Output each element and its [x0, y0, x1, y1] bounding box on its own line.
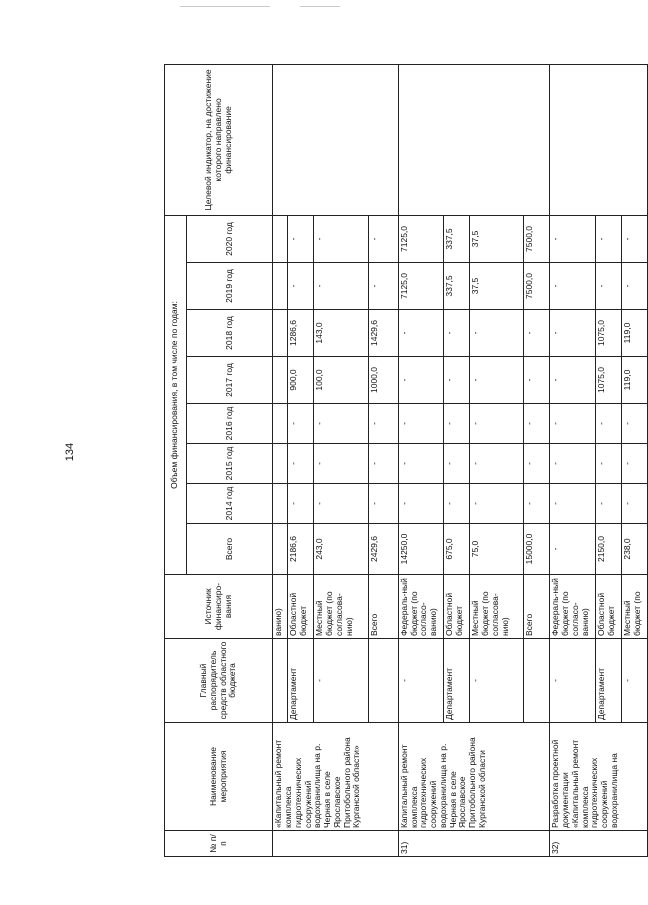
- cell-2016: -: [288, 404, 314, 444]
- cell-2016: -: [314, 404, 368, 444]
- cell-total: 675,0: [444, 524, 470, 575]
- cell-total: 2150,0: [595, 524, 621, 575]
- cell-total: -: [550, 524, 596, 575]
- cell-2017: 1075,0: [595, 357, 621, 404]
- table-row: [273, 64, 288, 856]
- cell-2015: -: [621, 444, 647, 484]
- cell-source: ванию): [273, 575, 288, 639]
- cell-2019: -: [368, 263, 398, 310]
- cell-2017: 900,0: [288, 357, 314, 404]
- header-2018: 2018 год: [186, 310, 273, 357]
- cell-source: Федераль-ный бюджет (по согласо-ванию): [398, 575, 444, 639]
- cell-source: Местный бюджет (по: [621, 575, 647, 639]
- cell-2019: -: [314, 263, 368, 310]
- cell-2018: -: [444, 310, 470, 357]
- cell-2016: -: [550, 404, 596, 444]
- scan-artifact: [300, 6, 340, 7]
- cell-total: 238,0: [621, 524, 647, 575]
- header-source: Источник финансиро-вания: [165, 575, 273, 639]
- cell-2014: -: [524, 484, 550, 524]
- cell-2014: -: [444, 484, 470, 524]
- cell-source: Федераль-ный бюджет (по согласо-ванию): [550, 575, 596, 639]
- cell-2020: -: [314, 215, 368, 262]
- cell-2017: 1000,0: [368, 357, 398, 404]
- cell-num: 32): [550, 831, 648, 857]
- cell-2020: 337,5: [444, 215, 470, 262]
- cell-manager: Департамент: [288, 639, 314, 723]
- cell-source: Всего: [368, 575, 398, 639]
- cell-2020: -: [621, 215, 647, 262]
- cell-manager: -: [398, 639, 444, 723]
- cell-2018: 1286,6: [288, 310, 314, 357]
- cell-2018: [273, 310, 288, 357]
- header-2020: 2020 год: [186, 215, 273, 262]
- cell-2014: -: [398, 484, 444, 524]
- cell-2017: -: [444, 357, 470, 404]
- cell-2014: -: [550, 484, 596, 524]
- cell-2015: -: [550, 444, 596, 484]
- cell-manager: [368, 639, 398, 723]
- financing-table: [164, 64, 648, 857]
- cell-2014: [273, 484, 288, 524]
- cell-2016: -: [368, 404, 398, 444]
- header-2019: 2019 год: [186, 263, 273, 310]
- cell-2020: -: [595, 215, 621, 262]
- cell-2020: [273, 215, 288, 262]
- cell-2020: -: [368, 215, 398, 262]
- cell-2017: 100,0: [314, 357, 368, 404]
- cell-2020: 37,5: [470, 215, 524, 262]
- cell-manager: -: [550, 639, 596, 723]
- cell-num: 31): [398, 831, 550, 857]
- cell-2015: [273, 444, 288, 484]
- header-manager: Главный распорядитель средств областного бюджета: [165, 639, 273, 723]
- cell-2017: -: [398, 357, 444, 404]
- cell-2016: -: [444, 404, 470, 444]
- cell-total: 243,0: [314, 524, 368, 575]
- cell-2018: 119,0: [621, 310, 647, 357]
- cell-2015: -: [470, 444, 524, 484]
- cell-total: 14250,0: [398, 524, 444, 575]
- cell-2015: -: [524, 444, 550, 484]
- cell-manager: -: [621, 639, 647, 723]
- header-volume-group: Объем финансирования, в том числе по годам:: [165, 215, 187, 574]
- cell-2015: -: [288, 444, 314, 484]
- cell-2015: -: [314, 444, 368, 484]
- cell-total: 75,0: [470, 524, 524, 575]
- cell-manager: Департамент: [595, 639, 621, 723]
- cell-2016: -: [621, 404, 647, 444]
- cell-2014: -: [368, 484, 398, 524]
- cell-2015: -: [398, 444, 444, 484]
- cell-manager: [524, 639, 550, 723]
- cell-total: [273, 524, 288, 575]
- cell-2014: -: [314, 484, 368, 524]
- table-row: [550, 64, 596, 856]
- cell-2019: 37,5: [470, 263, 524, 310]
- cell-2018: -: [398, 310, 444, 357]
- cell-total: 15000,0: [524, 524, 550, 575]
- cell-2014: -: [621, 484, 647, 524]
- cell-2014: -: [595, 484, 621, 524]
- header-num: № п/п: [165, 831, 273, 857]
- cell-name: «Капитальный ремонт комплекса гидротехнических сооружений водохранилища на р. Черная в селе Ярославское Притобольного района Курганской области»: [273, 723, 399, 831]
- cell-2017: [273, 357, 288, 404]
- page-number: 134: [64, 442, 76, 462]
- cell-total: 2429,6: [368, 524, 398, 575]
- cell-2020: -: [550, 215, 596, 262]
- cell-target: [273, 64, 399, 215]
- cell-source: Областной бюджет: [444, 575, 470, 639]
- cell-manager: -: [470, 639, 524, 723]
- cell-2019: [273, 263, 288, 310]
- cell-2016: [273, 404, 288, 444]
- cell-2016: -: [595, 404, 621, 444]
- cell-2018: -: [470, 310, 524, 357]
- cell-2014: -: [470, 484, 524, 524]
- cell-source: Областной бюджет: [595, 575, 621, 639]
- cell-num: [273, 831, 399, 857]
- cell-2018: -: [550, 310, 596, 357]
- cell-2018: 143,0: [314, 310, 368, 357]
- cell-total: 2186,6: [288, 524, 314, 575]
- cell-2015: -: [595, 444, 621, 484]
- header-row: [165, 64, 187, 856]
- cell-target: [398, 64, 550, 215]
- cell-2015: -: [368, 444, 398, 484]
- cell-2020: -: [288, 215, 314, 262]
- cell-2018: 1429,6: [368, 310, 398, 357]
- header-target: Целевой индикатор, на достижение которого направлено финансирование: [165, 64, 273, 215]
- header-2014: 2014 год: [186, 484, 273, 524]
- cell-target: [550, 64, 648, 215]
- cell-2019: -: [621, 263, 647, 310]
- header-name: Наименование мероприятия: [165, 723, 273, 831]
- cell-2019: -: [288, 263, 314, 310]
- cell-2020: 7500,0: [524, 215, 550, 262]
- cell-source: Областной бюджет: [288, 575, 314, 639]
- cell-manager: [273, 639, 288, 723]
- cell-2016: -: [470, 404, 524, 444]
- cell-2017: -: [524, 357, 550, 404]
- cell-2019: -: [550, 263, 596, 310]
- cell-source: Всего: [524, 575, 550, 639]
- cell-2019: -: [595, 263, 621, 310]
- cell-source: Местный бюджет (по согласова-нию): [470, 575, 524, 639]
- cell-manager: -: [314, 639, 368, 723]
- cell-2019: 7500,0: [524, 263, 550, 310]
- cell-2018: -: [524, 310, 550, 357]
- cell-2016: -: [398, 404, 444, 444]
- cell-source: Местный бюджет (по согласова-нию): [314, 575, 368, 639]
- scan-artifact: [180, 6, 270, 7]
- cell-2020: 7125,0: [398, 215, 444, 262]
- cell-2017: -: [550, 357, 596, 404]
- header-2017: 2017 год: [186, 357, 273, 404]
- cell-2019: 337,5: [444, 263, 470, 310]
- table-row: [398, 64, 444, 856]
- cell-2016: -: [524, 404, 550, 444]
- rotated-table-container: [164, 65, 648, 857]
- cell-2018: 1075,0: [595, 310, 621, 357]
- cell-manager: Департамент: [444, 639, 470, 723]
- cell-name: Капитальный ремонт комплекса гидротехнических сооружений водохранилища на р. Черная в селе Ярославское Притобольного района Курганской области: [398, 723, 550, 831]
- header-2016: 2016 год: [186, 404, 273, 444]
- cell-2017: -: [470, 357, 524, 404]
- cell-2017: 119,0: [621, 357, 647, 404]
- header-total: Всего: [186, 524, 273, 575]
- cell-name: Разработка проектной документации «Капитальный ремонт комплекса гидротехнических сооружений водохранилища на: [550, 723, 648, 831]
- cell-2014: -: [288, 484, 314, 524]
- header-2015: 2015 год: [186, 444, 273, 484]
- cell-2015: -: [444, 444, 470, 484]
- cell-2019: 7125,0: [398, 263, 444, 310]
